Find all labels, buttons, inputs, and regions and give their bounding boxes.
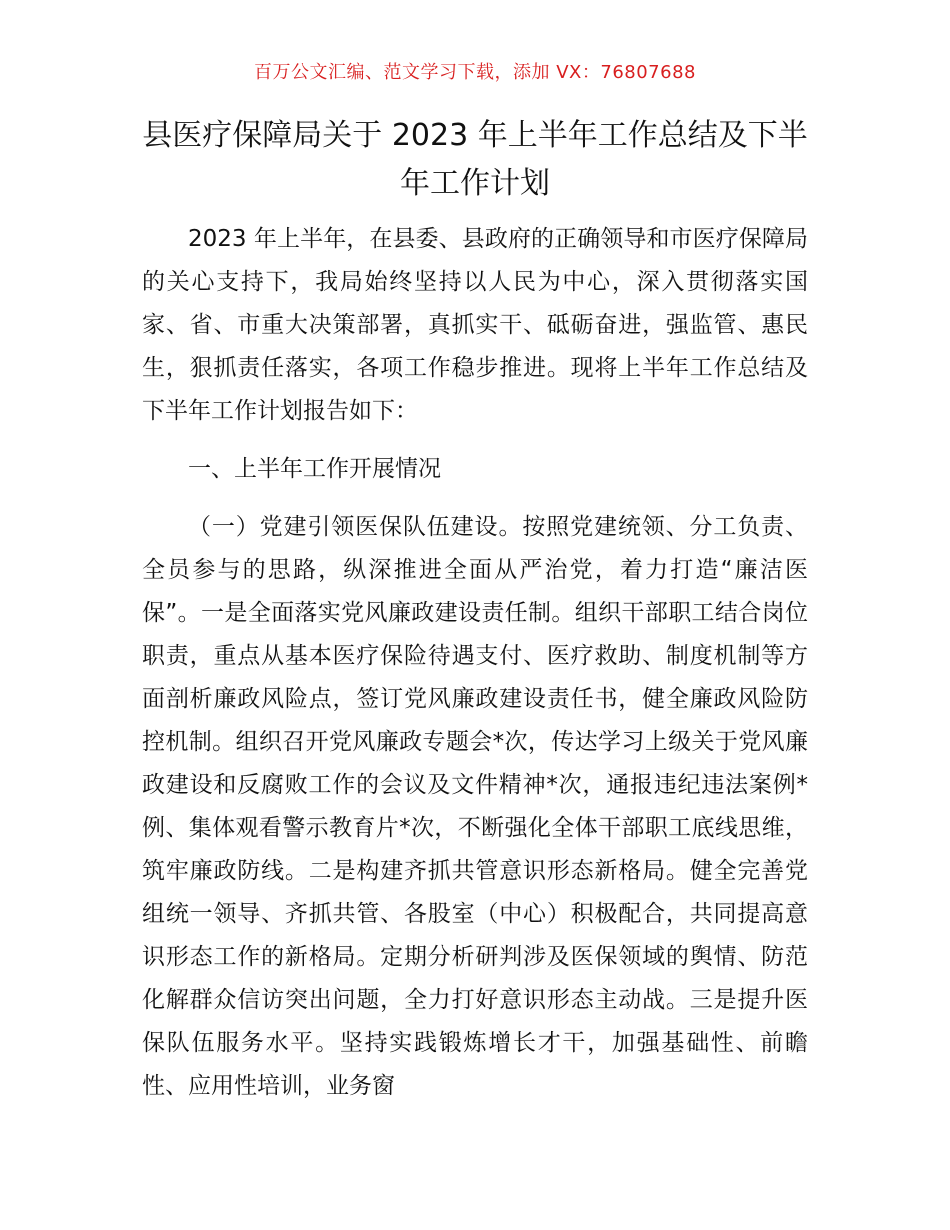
intro-paragraph: 2023 年上半年，在县委、县政府的正确领导和市医疗保障局的关心支持下，我局始终坚持以人民为中心，深入贯彻落实国家、省、市重大决策部署，真抓实干、砥砺奋进，强监管、惠民生，狠抓责任落实，各项工作稳步推进。现将上半年工作总结及下半年工作计划报告如下： [142,226,808,424]
document-title: 县医疗保障局关于 2023 年上半年工作总结及下半年工作计划 [142,118,808,201]
body-paragraph: （一）党建引领医保队伍建设。按照党建统领、分工负责、全员参与的思路，纵深推进全面从严治党，着力打造“廉洁医保”。一是全面落实党风廉政建设责任制。组织干部职工结合岗位职责，重点从基本医疗保险待遇支付、医疗救助、制度机制等方面剖析廉政风险点，签订党风廉政建设责任书，健全廉政风险防控机制。组织召开党风廉政专题会*次，传达学习上级关于党风廉政建设和反腐败工作的会议及文件精神*次，通报违纪违法案例*例、集体观看警示教育片*次，不断强化全体干部职工底线思维，筑牢廉政防线。二是构建齐抓共管意识形态新格局。健全完善党组统一领导、齐抓共管、各股室（中心）积极配合，共同提高意识形态工作的新格局。定期分析研判涉及医保领域的舆情、防范化解群众信访突出问题，全力打好意识形态主动战。三是提升医保队伍服务水平。坚持实践锻炼增长才干，加强基础性、前瞻性、应用性培训，业务窗 [142,514,808,1099]
download-notice: 百万公文汇编、范文学习下载，添加 VX：76807688 [254,62,696,83]
section-heading: 一、上半年工作开展情况 [188,456,441,482]
document-body [142,218,808,1123]
